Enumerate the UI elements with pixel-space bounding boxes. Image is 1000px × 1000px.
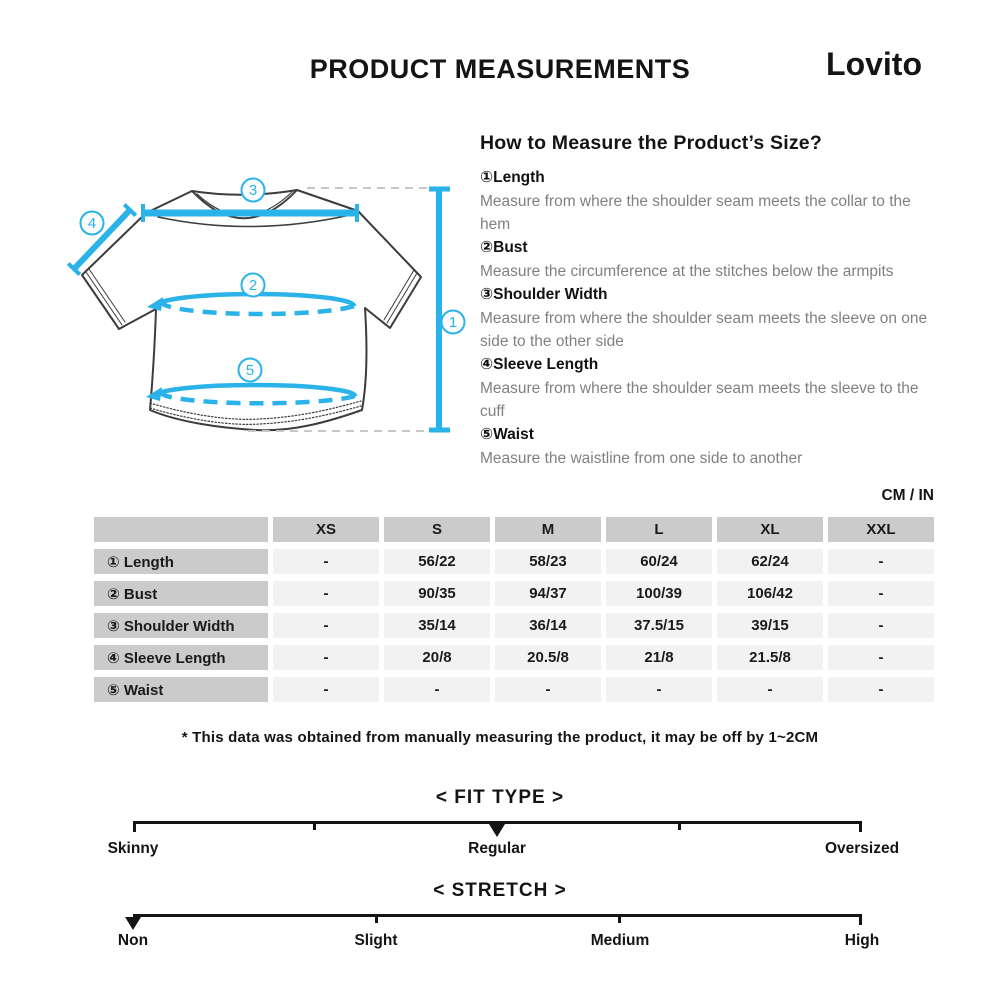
cell-waist-xs: - [273,677,379,702]
cell-shoulder-s: 35/14 [384,613,490,638]
cell-bust-xxl: - [828,581,934,606]
size-col-xxl: XXL [828,517,934,542]
cell-sleeve-s: 20/8 [384,645,490,670]
marker-waist: 5 [245,362,255,379]
measure-term-bust: ②Bust [480,239,528,256]
cell-bust-xs: - [273,581,379,606]
tshirt-outline [82,190,421,430]
fit-type-label-oversized: Oversized [824,840,900,857]
cell-bust-s: 90/35 [384,581,490,606]
marker-sleeve-length: 4 [87,215,97,232]
unit-label: CM / IN [881,487,934,504]
cell-shoulder-xs: - [273,613,379,638]
stretch-label-medium: Medium [590,932,650,949]
cell-waist-l: - [606,677,712,702]
fit-type-tick-q3 [678,821,681,830]
row-label-waist: ⑤ Waist [94,677,268,702]
fit-type-label-regular: Regular [468,840,526,857]
measure-desc-shoulder-width: Measure from where the shoulder seam meets the sleeve on one side to the other side [480,310,928,350]
cell-sleeve-l: 21/8 [606,645,712,670]
fit-type-tick-q1 [313,821,316,830]
stretch-tick-slight [375,914,378,923]
cell-length-l: 60/24 [606,549,712,574]
row-label-sleeve-length: ④ Sleeve Length [94,645,268,670]
cell-length-m: 58/23 [495,549,601,574]
cell-bust-xl: 106/42 [717,581,823,606]
size-col-s: S [384,517,490,542]
stretch-axis [133,914,862,917]
cell-shoulder-xxl: - [828,613,934,638]
measure-term-waist: ⑤Waist [480,426,534,443]
cell-sleeve-xs: - [273,645,379,670]
cell-sleeve-m: 20.5/8 [495,645,601,670]
measure-desc-length: Measure from where the shoulder seam meets the collar to the hem [480,193,911,233]
cell-length-xl: 62/24 [717,549,823,574]
brand-logo: Lovito [826,46,922,82]
how-to-title: How to Measure the Product’s Size? [480,132,822,154]
size-table [94,517,934,702]
cell-sleeve-xxl: - [828,645,934,670]
measure-term-sleeve-length: ④Sleeve Length [480,356,599,373]
stretch-label-high: High [844,932,880,949]
measure-term-shoulder-width: ③Shoulder Width [480,286,608,303]
cell-waist-s: - [384,677,490,702]
row-label-length: ① Length [94,549,268,574]
row-label-bust: ② Bust [94,581,268,606]
size-col-l: L [606,517,712,542]
cell-bust-m: 94/37 [495,581,601,606]
marker-shoulder-width: 3 [248,182,258,199]
size-table-corner [94,517,268,542]
measure-desc-waist: Measure the waistline from one side to another [480,450,803,467]
row-label-shoulder-width: ③ Shoulder Width [94,613,268,638]
stretch-title: < STRETCH > [433,880,567,901]
fit-type-tick-end [859,821,862,832]
measure-desc-bust: Measure the circumference at the stitches below the armpits [480,263,894,280]
cell-bust-l: 100/39 [606,581,712,606]
fit-type-title: < FIT TYPE > [435,787,565,808]
stretch-label-non: Non [117,932,149,949]
cell-length-s: 56/22 [384,549,490,574]
cell-length-xxl: - [828,549,934,574]
stretch-tick-medium [618,914,621,923]
cell-shoulder-xl: 39/15 [717,613,823,638]
fit-type-marker-icon [489,824,505,837]
size-col-xl: XL [717,517,823,542]
cell-sleeve-xl: 21.5/8 [717,645,823,670]
stretch-tick-end [859,914,862,925]
cell-shoulder-l: 37.5/15 [606,613,712,638]
cell-shoulder-m: 36/14 [495,613,601,638]
size-col-xs: XS [273,517,379,542]
how-to-measure-section [480,132,936,470]
cell-waist-xxl: - [828,677,934,702]
fit-type-label-skinny: Skinny [107,840,159,857]
marker-length: 1 [448,314,458,331]
measurement-disclaimer: * This data was obtained from manually measuring the product, it may be off by 1~2CM [181,729,819,746]
measure-desc-sleeve-length: Measure from where the shoulder seam meets the sleeve to the cuff [480,380,919,420]
page-title: PRODUCT MEASUREMENTS [309,54,691,84]
marker-bust: 2 [248,277,258,294]
size-col-m: M [495,517,601,542]
fit-type-tick-start [133,821,136,832]
cell-waist-xl: - [717,677,823,702]
measure-term-length: ①Length [480,169,545,186]
cell-waist-m: - [495,677,601,702]
stretch-label-slight: Slight [354,932,398,949]
tshirt-measurement-diagram [60,160,480,460]
cell-length-xs: - [273,549,379,574]
stretch-marker-icon [125,917,141,930]
